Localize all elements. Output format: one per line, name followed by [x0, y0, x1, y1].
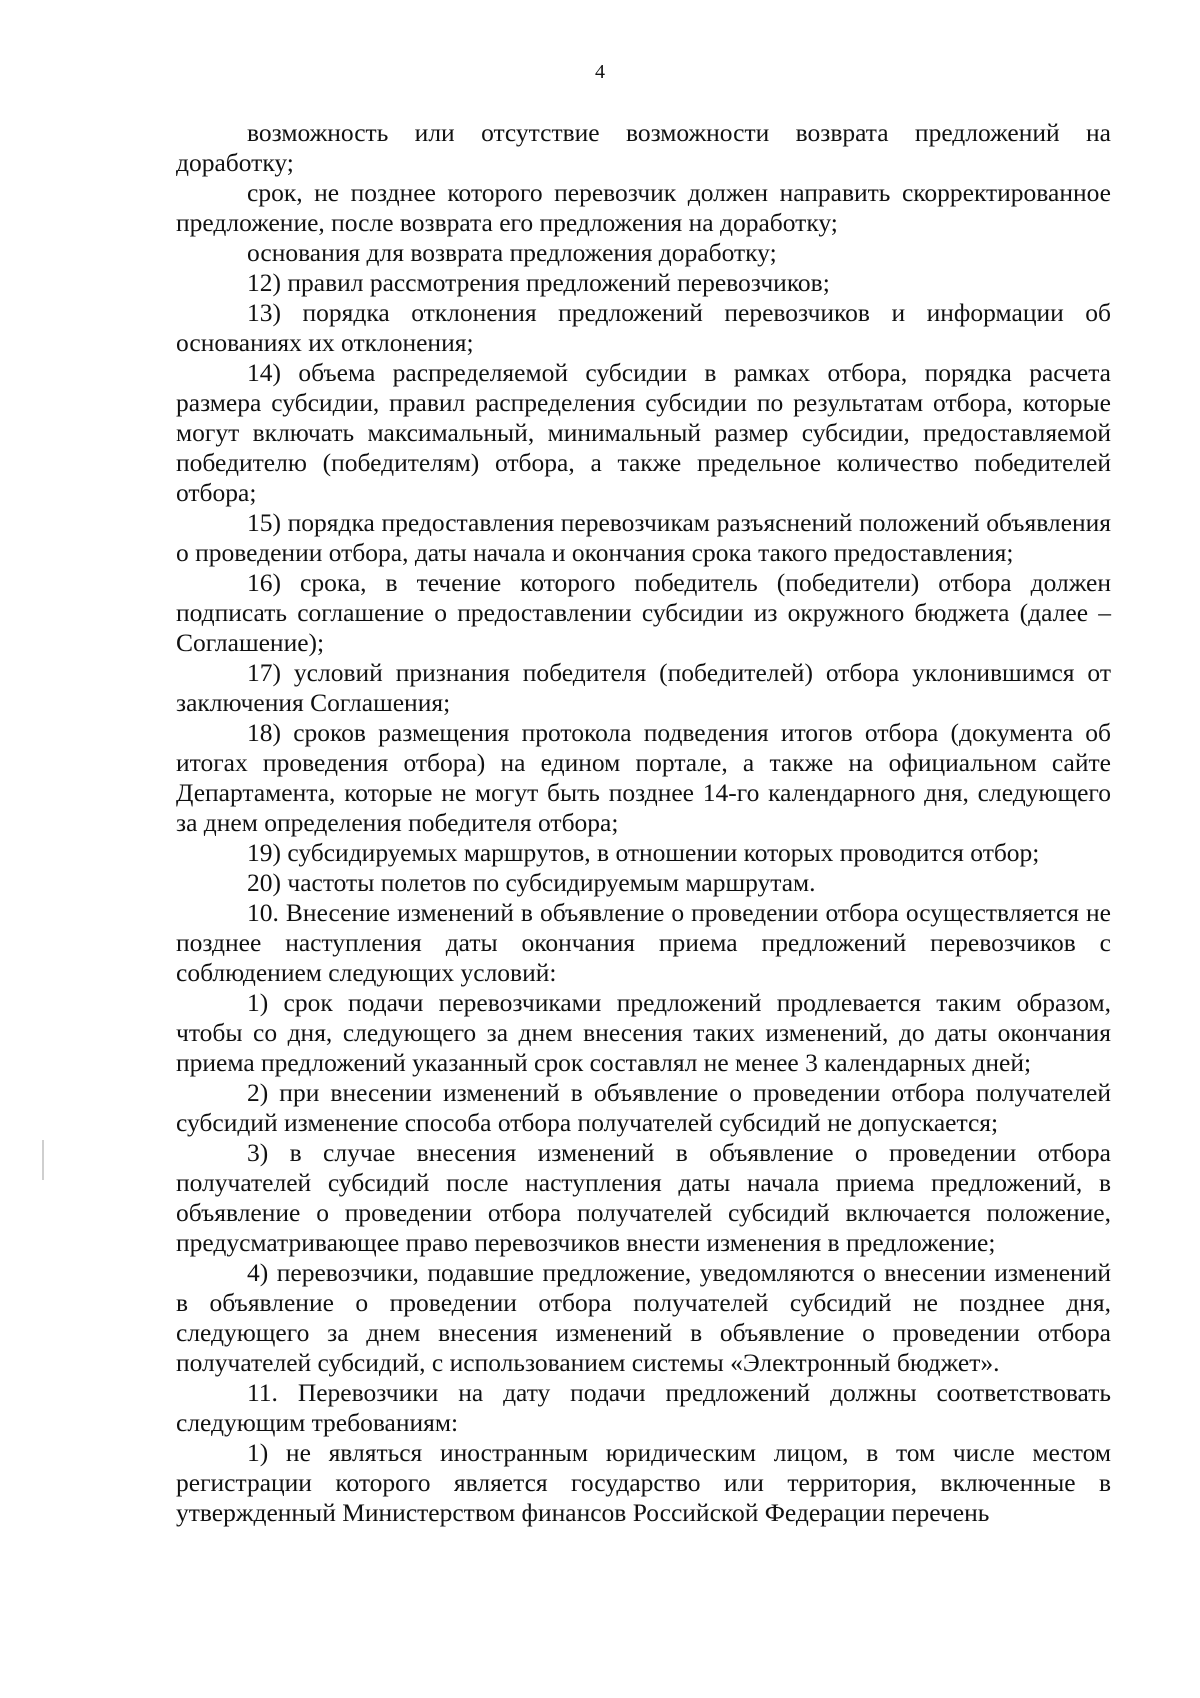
paragraph: 12) правил рассмотрения предложений перевозчиков;: [247, 268, 830, 297]
page-number: 4: [595, 61, 605, 83]
paragraph: возможность или отсутствие возможности возврата предложений на доработку;: [176, 118, 1111, 177]
paragraph: 15) порядка предоставления перевозчикам разъяснений положений объявления о проведении отбора, даты начала и окончания срока такого предоставления;: [176, 508, 1111, 567]
paragraph: срок, не позднее которого перевозчик должен направить скорректированное предложение, после возврата его предложения на доработку;: [176, 178, 1111, 237]
paragraph: 14) объема распределяемой субсидии в рамках отбора, порядка расчета размера субсидии, правил распределения субсидии по результатам отбора, которые могут включать максимальный, минимальный размер субсидии, предоставляемой победителю (победителям) отбора, а также предельное количество победителей отбора;: [176, 358, 1111, 507]
paragraph: 10. Внесение изменений в объявление о проведении отбора осуществляется не позднее наступления даты окончания приема предложений перевозчиков с соблюдением следующих условий:: [176, 898, 1111, 987]
paragraph: основания для возврата предложения доработку;: [247, 238, 777, 267]
paragraph: 18) сроков размещения протокола подведения итогов отбора (документа об итогах проведения отбора) на едином портале, а также на официальном сайте Департамента, которые не могут быть позднее 14-го календарного дня, следующего за днем определения победителя отбора;: [176, 718, 1111, 837]
paragraph: 3) в случае внесения изменений в объявление о проведении отбора получателей субсидий после наступления даты начала приема предложений, в объявление о проведении отбора получателей субсидий включается положение, предусматривающее право перевозчиков внести изменения в предложение;: [176, 1138, 1111, 1257]
paragraph: 1) не являться иностранным юридическим лицом, в том числе местом регистрации которого является государство или территория, включенные в утвержденный Министерством финансов Российской Федерации перечень: [176, 1438, 1111, 1527]
paragraph: 11. Перевозчики на дату подачи предложений должны соответствовать следующим требованиям:: [176, 1378, 1111, 1437]
document-body: [176, 118, 1111, 1528]
paragraph: 2) при внесении изменений в объявление о проведении отбора получателей субсидий изменение способа отбора получателей субсидий не допускается;: [176, 1078, 1111, 1137]
paragraph: 19) субсидируемых маршрутов, в отношении которых проводится отбор;: [247, 838, 1040, 867]
paragraph: 4) перевозчики, подавшие предложение, уведомляются о внесении изменений в объявление о проведении отбора получателей субсидий не позднее дня, следующего за днем внесения изменений в объявление о проведении отбора получателей субсидий, с использованием системы «Электронный бюджет».: [176, 1258, 1111, 1377]
paragraph: 20) частоты полетов по субсидируемым маршрутам.: [247, 868, 816, 897]
paragraph: 1) срок подачи перевозчиками предложений продлевается таким образом, чтобы со дня, следующего за днем внесения таких изменений, до даты окончания приема предложений указанный срок составлял не менее 3 календарных дней;: [176, 988, 1111, 1077]
paragraph: 16) срока, в течение которого победитель (победители) отбора должен подписать соглашение о предоставлении субсидии из окружного бюджета (далее – Соглашение);: [176, 568, 1111, 657]
paragraph: 17) условий признания победителя (победителей) отбора уклонившимся от заключения Соглашения;: [176, 658, 1111, 717]
scan-artifact: [42, 1140, 44, 1180]
paragraph: 13) порядка отклонения предложений перевозчиков и информации об основаниях их отклонения;: [176, 298, 1111, 357]
